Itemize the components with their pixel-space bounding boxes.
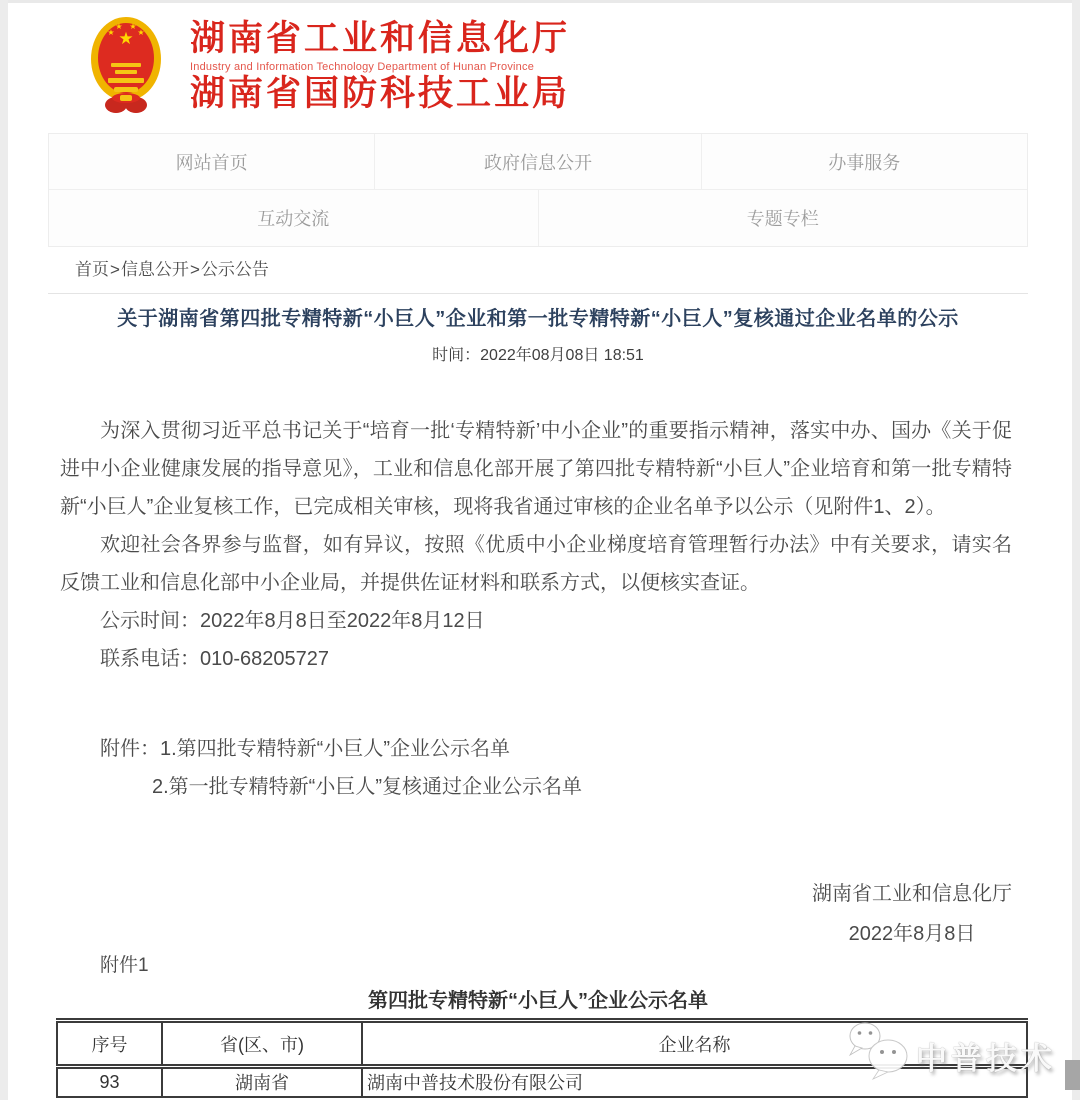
- col-header-company: 企业名称: [362, 1021, 1027, 1067]
- nav-item-interaction[interactable]: 互动交流: [49, 190, 539, 246]
- svg-text:★: ★: [118, 29, 134, 48]
- svg-text:★: ★: [107, 28, 115, 37]
- breadcrumb-info-disclosure[interactable]: 信息公开: [120, 260, 189, 279]
- breadcrumb-home[interactable]: 首页: [75, 260, 109, 279]
- attachment-item-1: [60, 730, 1012, 768]
- svg-text:★: ★: [115, 22, 123, 31]
- article-timestamp: 时间：2022年08月08日 18:51: [432, 347, 644, 364]
- article-title: 关于湖南省第四批专精特新“小巨人”企业和第一批专精特新“小巨人”复核通过企业名单的公示: [117, 308, 959, 330]
- nav-item-gov-info[interactable]: 政府信息公开: [375, 134, 701, 189]
- nav-item-special-topics[interactable]: 专题专栏: [746, 209, 819, 229]
- attachments-label: 附件：: [100, 738, 160, 760]
- breadcrumb-separator: >: [110, 260, 120, 279]
- signature-org: 湖南省工业和信息化厅: [812, 883, 1012, 905]
- breadcrumb-separator: >: [189, 260, 200, 279]
- signature-block: [812, 874, 1012, 954]
- page-left-edge: [0, 0, 8, 1100]
- nav-item-home[interactable]: 网站首页: [49, 134, 375, 189]
- org-name-cn-1: 湖南省工业和信息化厅: [190, 19, 571, 58]
- main-nav: [48, 133, 1028, 247]
- attachments-list: [60, 730, 1012, 806]
- cell-company: 湖南中普技术股份有限公司: [362, 1067, 1027, 1097]
- nav-row-1: [49, 134, 1027, 190]
- col-header-province: 省(区、市): [162, 1021, 362, 1067]
- col-header-serial: 序号: [57, 1021, 162, 1067]
- org-name-cn-2: 湖南省国防科技工业局: [190, 74, 571, 113]
- page-top-edge: [0, 0, 1080, 3]
- attachment-item-2: 2.第一批专精特新“小巨人”复核通过企业公示名单: [152, 776, 582, 798]
- article-paragraph-1: 为深入贯彻习近平总书记关于“培育一批‘专精特新’中小企业”的重要指示精神，落实中办、国办《关于促进中小企业健康发展的指导意见》，工业和信息化部开展了第四批专精特新“小巨人”企业培育和第一批专精特新“小巨人”企业复核工作，已完成相关审核，现将我省通过审核的企业名单予以公示（见附件1、2）。: [60, 420, 1012, 518]
- cell-serial: 93: [57, 1067, 162, 1097]
- national-emblem-logo[interactable]: [90, 14, 162, 114]
- nav-item-services[interactable]: 办事服务: [828, 152, 901, 173]
- cell-province: 湖南省: [162, 1067, 362, 1097]
- attachment-1-title: 1.第四批专精特新“小巨人”企业公示名单: [160, 738, 510, 760]
- page-right-edge: [1072, 0, 1080, 1100]
- site-masthead: [190, 20, 570, 113]
- article-body: [60, 412, 1012, 806]
- breadcrumb: [75, 256, 269, 284]
- svg-text:★: ★: [137, 28, 145, 37]
- svg-text:★: ★: [129, 22, 137, 31]
- table-row: [57, 1067, 1027, 1097]
- table-header-row: [57, 1021, 1027, 1067]
- contact-phone-line: 联系电话：010-68205727: [100, 648, 330, 670]
- breadcrumb-divider: [48, 293, 1028, 294]
- article-paragraph-2: 欢迎社会各界参与监督，如有异议，按照《优质中小企业梯度培育管理暂行办法》中有关要求，请实名反馈工业和信息化部中小企业局，并提供佐证材料和联系方式，以便核实查证。: [60, 534, 1012, 594]
- signature-date: 2022年8月8日: [848, 923, 976, 945]
- watermark-text: 中普技术: [916, 1040, 1056, 1076]
- nav-row-2: [49, 190, 1027, 246]
- scrollbar-thumb[interactable]: [1065, 1060, 1080, 1090]
- breadcrumb-public-notices[interactable]: 公示公告: [200, 260, 269, 279]
- appendix-table-title: 第四批专精特新“小巨人”企业公示名单: [368, 990, 708, 1012]
- appendix-label: 附件1: [100, 955, 149, 976]
- notice-period-line: 公示时间：2022年8月8日至2022年8月12日: [100, 610, 485, 632]
- appendix-table: [56, 1018, 1028, 1098]
- org-name-en: Industry and Information Technology Department of Hunan Province: [190, 61, 535, 73]
